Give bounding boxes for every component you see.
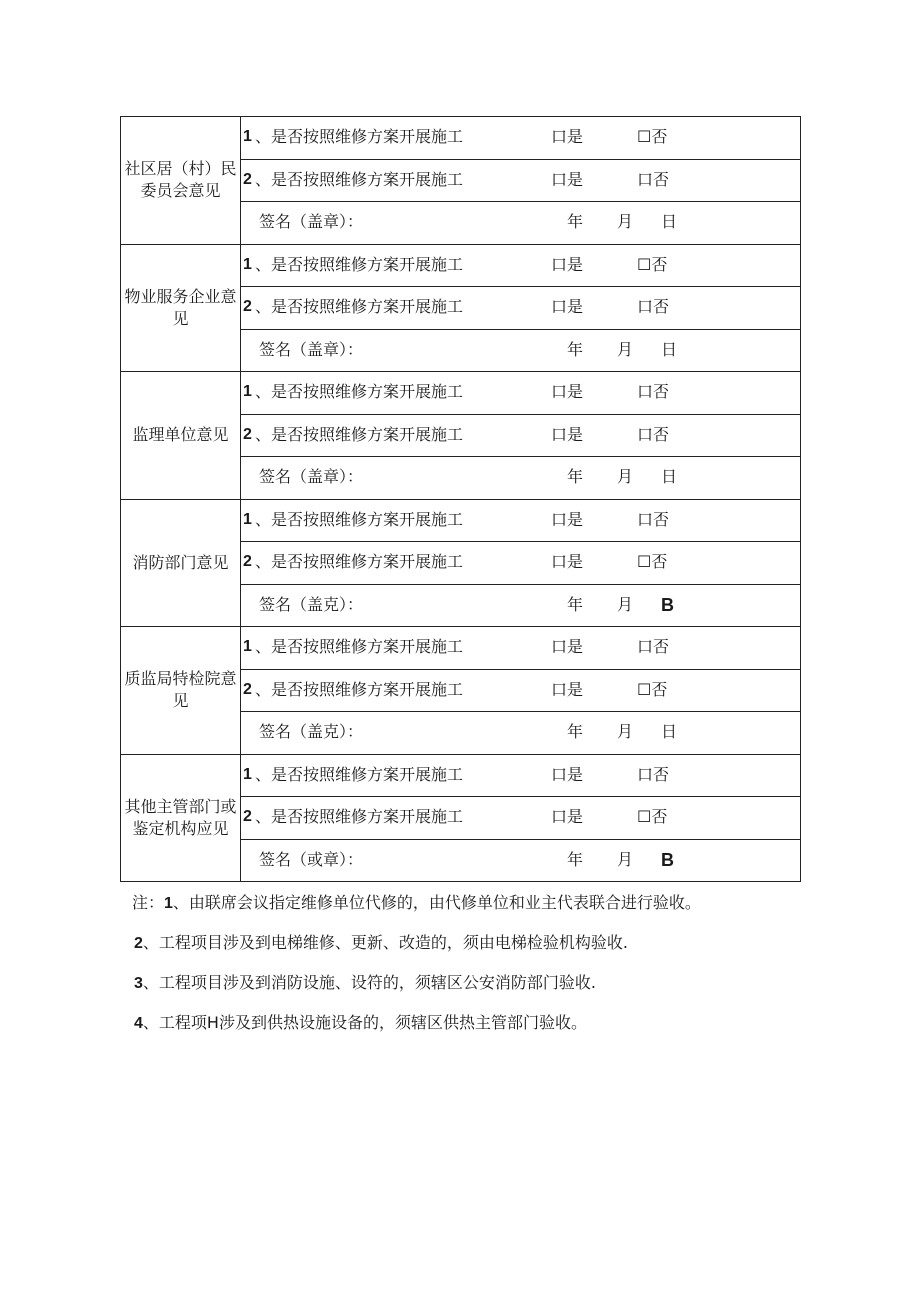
question-cell xyxy=(241,542,801,585)
section-label-property: 物业服务企业意见 xyxy=(121,244,241,372)
no-checkbox[interactable]: 口否 xyxy=(637,169,670,189)
section-row-q1 xyxy=(121,499,801,542)
question-text: 、是否按照维修方案开展施工 xyxy=(255,679,464,699)
signature-label: 签名（盖克）： xyxy=(259,722,364,742)
acceptance-opinion-table xyxy=(120,116,801,882)
yes-checkbox[interactable]: 口是 xyxy=(551,382,584,402)
yes-checkbox[interactable]: 口是 xyxy=(551,509,584,529)
section-row-q1 xyxy=(121,372,801,415)
question-cell xyxy=(241,287,801,330)
question-number: 2 xyxy=(243,170,252,188)
no-checkbox[interactable]: 口否 xyxy=(637,764,670,784)
question-text: 、是否按照维修方案开展施工 xyxy=(255,169,464,189)
date-year-label: 年 xyxy=(567,467,584,487)
signature-cell[interactable] xyxy=(241,329,801,372)
no-checkbox[interactable]: 口否 xyxy=(637,637,670,657)
question-text: 、是否按照维修方案开展施工 xyxy=(255,552,464,572)
section-row-q1 xyxy=(121,627,801,670)
question-cell xyxy=(241,117,801,160)
date-year-label: 年 xyxy=(567,849,584,869)
question-text: 、是否按照维修方案开展施工 xyxy=(255,127,464,147)
date-day-label: B xyxy=(661,594,674,615)
question-text: 、是否按照维修方案开展施工 xyxy=(255,254,464,274)
section-label-community: 社区居（村）民委员会意见 xyxy=(121,117,241,245)
no-checkbox[interactable]: 口否 xyxy=(637,382,670,402)
yes-checkbox[interactable]: 口是 xyxy=(551,637,584,657)
date-month-label: 月 xyxy=(617,212,634,232)
date-day-label: B xyxy=(661,849,674,870)
question-cell xyxy=(241,669,801,712)
note-item xyxy=(134,972,812,1012)
no-checkbox[interactable]: ☐否 xyxy=(637,254,668,274)
question-number: 1 xyxy=(243,638,252,656)
yes-checkbox[interactable]: 口是 xyxy=(551,254,584,274)
signature-label: 签名（盖章）： xyxy=(259,339,364,359)
question-cell xyxy=(241,159,801,202)
date-day-label: 日 xyxy=(661,212,678,232)
signature-cell[interactable] xyxy=(241,839,801,882)
question-cell xyxy=(241,244,801,287)
date-year-label: 年 xyxy=(567,212,584,232)
note-number: 1 xyxy=(164,895,173,912)
date-month-label: 月 xyxy=(617,722,634,742)
note-number: 3 xyxy=(134,975,143,992)
question-cell xyxy=(241,372,801,415)
date-day-label: 日 xyxy=(661,722,678,742)
question-cell xyxy=(241,754,801,797)
question-cell xyxy=(241,499,801,542)
date-month-label: 月 xyxy=(617,467,634,487)
no-checkbox[interactable]: ☐否 xyxy=(637,127,668,147)
question-number: 1 xyxy=(243,765,252,783)
signature-label: 签名（或章）： xyxy=(259,849,364,869)
note-item xyxy=(134,1012,812,1052)
question-text: 、是否按照维修方案开展施工 xyxy=(255,637,464,657)
notes-prefix: 注： xyxy=(132,893,165,912)
section-row-q1 xyxy=(121,754,801,797)
signature-cell[interactable] xyxy=(241,712,801,755)
question-number: 2 xyxy=(243,808,252,826)
yes-checkbox[interactable]: 口是 xyxy=(551,297,584,317)
question-text: 、是否按照维修方案开展施工 xyxy=(255,807,464,827)
yes-checkbox[interactable]: 口是 xyxy=(551,679,584,699)
question-number: 1 xyxy=(243,510,252,528)
question-text: 、是否按照维修方案开展施工 xyxy=(255,764,464,784)
question-text: 、是否按照维修方案开展施工 xyxy=(255,509,464,529)
question-number: 2 xyxy=(243,680,252,698)
note-number: 2 xyxy=(134,935,143,952)
question-text: 、是否按照维修方案开展施工 xyxy=(255,424,464,444)
note-text: 、由联席会议指定维修单位代修的，由代修单位和业主代表联合进行验收。 xyxy=(172,893,701,912)
section-label-supervision: 监理单位意见 xyxy=(121,372,241,500)
note-item xyxy=(132,892,812,932)
signature-label: 签名（盖克）： xyxy=(259,594,364,614)
signature-cell[interactable] xyxy=(241,584,801,627)
date-day-label: 日 xyxy=(661,339,678,359)
no-checkbox[interactable]: 口否 xyxy=(637,424,670,444)
question-number: 2 xyxy=(243,298,252,316)
signature-label: 签名（盖章）： xyxy=(259,212,364,232)
question-number: 2 xyxy=(243,553,252,571)
signature-cell[interactable] xyxy=(241,202,801,245)
section-label-other-authority: 其他主管部门或鉴定机构应见 xyxy=(121,754,241,882)
yes-checkbox[interactable]: 口是 xyxy=(551,807,584,827)
yes-checkbox[interactable]: 口是 xyxy=(551,552,584,572)
question-cell xyxy=(241,797,801,840)
date-month-label: 月 xyxy=(617,339,634,359)
section-row-q1 xyxy=(121,117,801,160)
section-label-quality-bureau: 质监局特检院意见 xyxy=(121,627,241,755)
question-number: 2 xyxy=(243,425,252,443)
date-month-label: 月 xyxy=(617,594,634,614)
question-number: 1 xyxy=(243,255,252,273)
date-day-label: 日 xyxy=(661,467,678,487)
notes-section xyxy=(132,892,812,1052)
no-checkbox[interactable]: ☐否 xyxy=(637,679,668,699)
yes-checkbox[interactable]: 口是 xyxy=(551,127,584,147)
date-year-label: 年 xyxy=(567,722,584,742)
question-cell xyxy=(241,627,801,670)
signature-label: 签名（盖章）： xyxy=(259,467,364,487)
question-text: 、是否按照维修方案开展施工 xyxy=(255,382,464,402)
note-text: 、工程项目涉及到电梯维修、更新、改造的，须由电梯检验机构验收. xyxy=(142,933,628,952)
yes-checkbox[interactable]: 口是 xyxy=(551,764,584,784)
question-cell xyxy=(241,414,801,457)
yes-checkbox[interactable]: 口是 xyxy=(551,424,584,444)
note-text: 、工程项目涉及到消防设施、设符的，须辖区公安消防部门验收. xyxy=(142,973,596,992)
signature-cell[interactable] xyxy=(241,457,801,500)
section-label-fire-dept: 消防部门意见 xyxy=(121,499,241,627)
date-year-label: 年 xyxy=(567,594,584,614)
no-checkbox[interactable]: ☐否 xyxy=(637,552,668,572)
note-item xyxy=(134,932,812,972)
yes-checkbox[interactable]: 口是 xyxy=(551,169,584,189)
date-year-label: 年 xyxy=(567,339,584,359)
question-text: 、是否按照维修方案开展施工 xyxy=(255,297,464,317)
question-number: 1 xyxy=(243,128,252,146)
no-checkbox[interactable]: 口否 xyxy=(637,297,670,317)
no-checkbox[interactable]: 口否 xyxy=(637,509,670,529)
section-row-q1 xyxy=(121,244,801,287)
date-month-label: 月 xyxy=(617,849,634,869)
question-number: 1 xyxy=(243,383,252,401)
note-text: 、工程项H涉及到供热设施设备的，须辖区供热主管部门验收。 xyxy=(142,1013,587,1032)
no-checkbox[interactable]: ☐否 xyxy=(637,807,668,827)
note-number: 4 xyxy=(134,1015,143,1032)
